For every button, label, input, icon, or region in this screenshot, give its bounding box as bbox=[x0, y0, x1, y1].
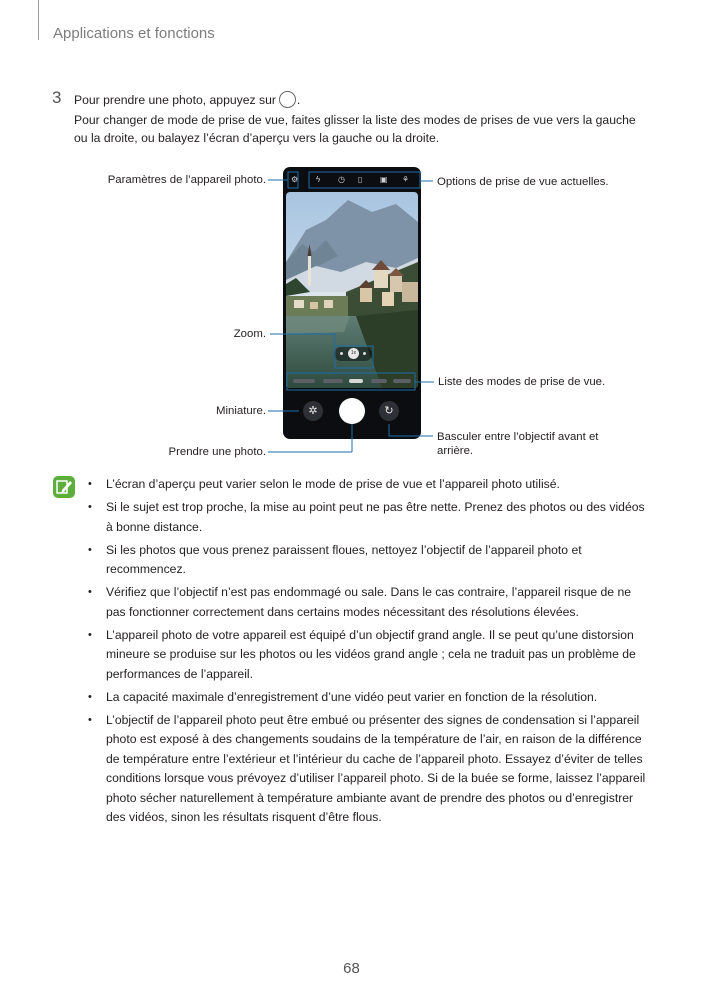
thumbnail-icon[interactable]: ✲ bbox=[303, 401, 323, 421]
step-instruction-end: . bbox=[296, 93, 301, 107]
callout-thumbnail: Miniature. bbox=[215, 405, 266, 417]
callout-take-photo: Prendre une photo. bbox=[168, 446, 266, 458]
callout-mode-list: Liste des modes de prise de vue. bbox=[438, 376, 606, 388]
ratio-icon[interactable]: ▯ bbox=[358, 175, 363, 184]
filter-icon[interactable]: ⚘ bbox=[402, 175, 410, 184]
shutter-icon bbox=[279, 91, 296, 108]
mode-item-selected[interactable] bbox=[349, 379, 363, 383]
motion-icon[interactable]: ▣ bbox=[380, 175, 388, 184]
zoom-control[interactable] bbox=[334, 347, 372, 361]
mode-item[interactable] bbox=[323, 379, 343, 383]
note-item: • L’appareil photo de votre appareil est équipé d’un objectif grand angle. Il se peut qu’une distorsion mineure se produise sur les photos ou les vidéos grand angle ; cela ne traduit pas un problème de performances de l’appareil. bbox=[88, 626, 654, 685]
page-number: 68 bbox=[343, 960, 360, 977]
shutter-button[interactable] bbox=[339, 398, 365, 424]
notes-list bbox=[88, 475, 654, 831]
step-number: 3 bbox=[52, 88, 62, 107]
note-item: • L’écran d’aperçu peut varier selon le mode de prise de vue et l’appareil photo utilisé. bbox=[88, 475, 654, 495]
mode-item[interactable] bbox=[371, 379, 387, 383]
note-icon bbox=[53, 476, 75, 498]
flash-icon[interactable]: ϟ bbox=[316, 175, 321, 184]
note-item: • Si le sujet est trop proche, la mise au point peut ne pas être nette. Prenez des photos ou des vidéos à bonne distance. bbox=[88, 498, 654, 537]
shooting-mode-list[interactable] bbox=[283, 375, 421, 387]
step-description: Pour changer de mode de prise de vue, faites glisser la liste des modes de prises de vue vers la gauche ou la droite, ou balayez l’écran d’aperçu vers la gauche ou la droite. bbox=[74, 113, 636, 145]
zoom-option-dot[interactable] bbox=[363, 352, 366, 355]
switch-camera-icon[interactable]: ↻ bbox=[379, 401, 399, 421]
step-instruction-text: Pour prendre une photo, appuyez sur bbox=[74, 93, 276, 107]
note-item: • Vérifiez que l’objectif n’est pas endommagé ou sale. Dans le cas contraire, l’appareil risque de ne pas fonctionner correctement dans certains modes nécessitant des résolutions élevées. bbox=[88, 583, 654, 622]
callout-zoom: Zoom. bbox=[233, 328, 266, 340]
callout-switch-lens bbox=[437, 430, 598, 458]
section-title: Applications et fonctions bbox=[53, 25, 215, 42]
zoom-active-value[interactable]: 1x bbox=[348, 348, 359, 359]
note-item: • La capacité maximale d’enregistrement d’une vidéo peut varier en fonction de la résolution. bbox=[88, 688, 654, 708]
zoom-option-dot[interactable] bbox=[340, 352, 343, 355]
camera-top-bar bbox=[283, 167, 421, 192]
callout-switch-lens-line1: Basculer entre l’objectif avant et bbox=[437, 431, 599, 443]
mode-item[interactable] bbox=[293, 379, 315, 383]
callout-switch-lens-line2: arrière. bbox=[437, 445, 474, 457]
mode-item[interactable] bbox=[393, 379, 411, 383]
step-instruction bbox=[74, 91, 300, 108]
note-item: • Si les photos que vous prenez paraissent floues, nettoyez l’objectif de l’appareil photo et recommencez. bbox=[88, 541, 654, 580]
settings-icon[interactable]: ⚙ bbox=[291, 175, 299, 184]
note-item: • L’objectif de l’appareil photo peut être embué ou présenter des signes de condensation si l’appareil photo est exposé à des changements soudains de la température de l’air, en raison de la différence de température entre l’extérieur et l’intérieur du cache de l’appareil photo. Essayez d’éviter de telles conditions lorsque vous prévoyez d’utiliser l’appareil photo. Si de la buée se forme, laissez l’appareil photo sécher naturellement à température ambiante avant de prendre des photos ou d’enregistrer des vidéos, sinon les résultats risquent d’être flous. bbox=[88, 711, 654, 828]
timer-icon[interactable]: ◷ bbox=[338, 175, 345, 184]
header-rule bbox=[38, 0, 39, 40]
callout-current-options: Options de prise de vue actuelles. bbox=[437, 176, 609, 188]
callout-camera-settings: Paramètres de l’appareil photo. bbox=[107, 174, 266, 186]
phone-camera-screen bbox=[283, 167, 421, 439]
